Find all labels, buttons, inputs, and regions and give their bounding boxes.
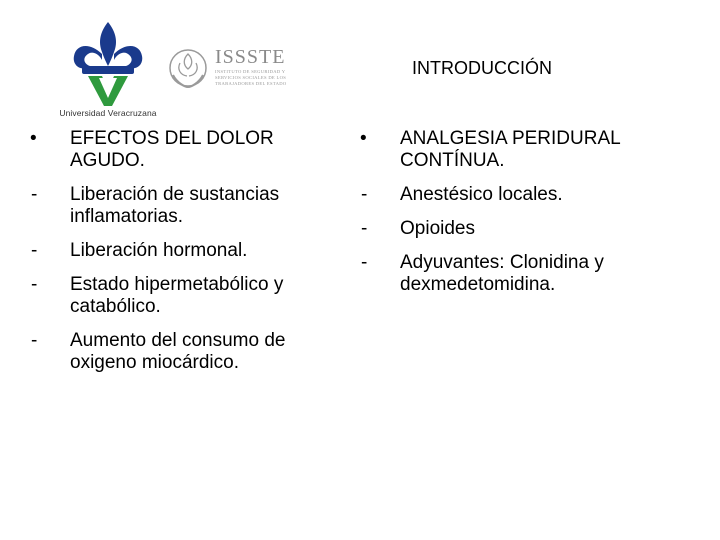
list-item bbox=[360, 184, 660, 206]
dash-marker: - bbox=[361, 184, 368, 205]
slide-title: INTRODUCCIÓN bbox=[412, 58, 552, 78]
right-column bbox=[360, 128, 660, 308]
left-heading bbox=[30, 128, 330, 172]
list-item bbox=[360, 218, 660, 240]
dash-marker: - bbox=[31, 330, 38, 351]
issste-logo bbox=[165, 45, 305, 95]
right-heading-text: ANALGESIA PERIDURAL CONTÍNUA. bbox=[400, 128, 620, 171]
dash-marker: - bbox=[361, 218, 368, 239]
dash-marker: - bbox=[31, 240, 38, 261]
issste-emblem-icon bbox=[165, 45, 211, 91]
issste-name: ISSSTE bbox=[215, 46, 286, 68]
dash-marker: - bbox=[31, 274, 38, 295]
list-item-text: Aumento del consumo de oxigeno miocárdico. bbox=[70, 330, 286, 373]
right-heading bbox=[360, 128, 660, 172]
list-item bbox=[30, 184, 330, 228]
list-item-text: Opioides bbox=[400, 218, 475, 239]
uv-caption: Universidad Veracruzana bbox=[59, 108, 157, 118]
list-item bbox=[30, 274, 330, 318]
list-item bbox=[30, 330, 330, 374]
list-item-text: Estado hipermetabólico y catabólico. bbox=[70, 274, 284, 317]
dash-marker: - bbox=[31, 184, 38, 205]
bullet-icon: • bbox=[360, 128, 367, 149]
left-heading-text: EFECTOS DEL DOLOR AGUDO. bbox=[70, 128, 274, 171]
list-item bbox=[30, 240, 330, 262]
list-item-text: Liberación hormonal. bbox=[70, 240, 248, 261]
universidad-veracruzana-logo bbox=[48, 20, 168, 120]
list-item-text: Liberación de sustancias inflamatorias. bbox=[70, 184, 280, 227]
list-item bbox=[360, 252, 660, 296]
dash-marker: - bbox=[361, 252, 368, 273]
fleur-de-lis-emblem bbox=[68, 20, 148, 108]
list-item-text: Adyuvantes: Clonidina y dexmedetomidina. bbox=[400, 252, 604, 295]
left-column bbox=[30, 128, 330, 386]
issste-subtitle: INSTITUTO DE SEGURIDAD Y SERVICIOS SOCIALES DE LOS TRABAJADORES DEL ESTADO bbox=[215, 69, 287, 86]
bullet-icon: • bbox=[30, 128, 37, 149]
list-item-text: Anestésico locales. bbox=[400, 184, 563, 205]
